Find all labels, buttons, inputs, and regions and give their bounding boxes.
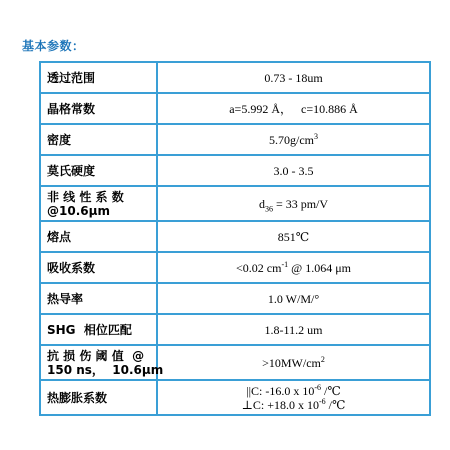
property-value	[157, 252, 430, 283]
lattice-c: c=10.886 Å	[301, 101, 358, 116]
absorption-wavelength: @ 1.064 μm	[288, 260, 351, 275]
lattice-a: a=5.992 Å，	[229, 101, 292, 116]
property-label: 熔点	[40, 221, 157, 252]
property-value: 1.0 W/M/°	[157, 283, 430, 314]
property-label: 透过范围	[40, 62, 157, 93]
property-value: 3.0 - 3.5	[157, 155, 430, 186]
property-value	[157, 186, 430, 221]
expansion-perpendicular: ⊥C: +18.0 x $10^{-6}$ /℃	[241, 396, 346, 412]
property-label-line1: 非 线 性 系 数	[47, 189, 124, 204]
property-label: 热膨胀系数	[40, 380, 157, 415]
property-value	[157, 380, 430, 415]
property-label-line1: 抗 损 伤 阈 值 @	[47, 348, 145, 363]
property-label-line2: @10.6μm	[47, 203, 110, 218]
property-label: 密度	[40, 124, 157, 155]
table-row	[40, 93, 430, 124]
property-label: 吸收系数	[40, 252, 157, 283]
table-row	[40, 314, 430, 345]
table-row	[40, 380, 430, 415]
table-row	[40, 283, 430, 314]
property-label-line2: 150 ns， 10.6μm	[47, 362, 164, 377]
property-value: 1.8-11.2 um	[157, 314, 430, 345]
table-row	[40, 155, 430, 186]
property-label: 热导率	[40, 283, 157, 314]
table-row	[40, 62, 430, 93]
nonlinear-value: = 33 pm/V	[272, 196, 329, 211]
table-row	[40, 252, 430, 283]
property-value	[157, 124, 430, 155]
property-label: 晶格常数	[40, 93, 157, 124]
property-label: SHG 相位匹配	[40, 314, 157, 345]
table-row	[40, 124, 430, 155]
density-exponent: 3	[314, 131, 318, 141]
property-value	[157, 93, 430, 124]
absorption-exponent: -1	[281, 259, 289, 269]
property-label	[40, 345, 164, 380]
property-value	[157, 345, 430, 380]
section-heading: 基本参数：	[22, 39, 85, 53]
parameter-table	[39, 61, 431, 416]
property-value: 851℃	[157, 221, 430, 252]
nonlinear-symbol: d	[258, 196, 265, 211]
property-label	[40, 186, 157, 221]
table-row	[40, 345, 430, 380]
nonlinear-subscript: 36	[264, 203, 273, 213]
damage-threshold-value: >10MW/cm	[262, 355, 321, 370]
expansion-parallel: ||C: -16.0 x $10^{-6}$ /℃	[246, 382, 341, 398]
density-value: 5.70g/cm	[269, 132, 314, 147]
table-row	[40, 221, 430, 252]
property-value: 0.73 - 18um	[157, 62, 430, 93]
property-label: 莫氏硬度	[40, 155, 157, 186]
damage-threshold-exponent: 2	[320, 354, 325, 364]
table-row	[40, 186, 430, 221]
absorption-value: <0.02 cm	[236, 260, 282, 275]
